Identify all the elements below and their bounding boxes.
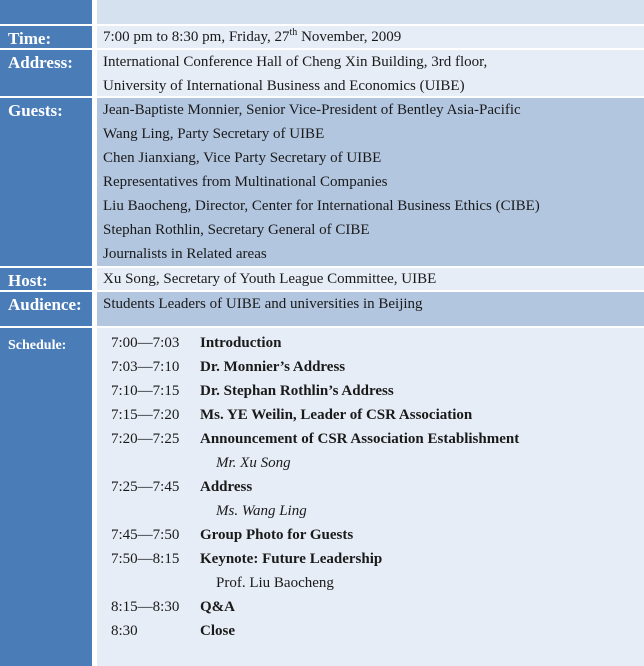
schedule-entry <box>103 619 644 643</box>
guest-line: Representatives from Multinational Companies <box>103 174 388 190</box>
time-value <box>97 26 644 48</box>
host-text: Xu Song, Secretary of Youth League Committee, UIBE <box>103 271 437 287</box>
audience-text: Students Leaders of UIBE and universities in Beijing <box>103 296 423 312</box>
guest-line: Journalists in Related areas <box>103 246 267 262</box>
schedule-row <box>0 328 644 666</box>
schedule-entry <box>103 427 644 451</box>
schedule-time: 7:03—7:10 <box>111 359 180 375</box>
address-value <box>97 50 644 96</box>
host-value <box>97 268 644 290</box>
schedule-value <box>97 328 644 666</box>
time-text: 7:00 pm to 8:30 pm, Friday, 27 <box>103 29 290 45</box>
schedule-label: Schedule: <box>0 328 92 666</box>
schedule-entry <box>103 595 644 619</box>
audience-row <box>0 292 644 326</box>
guest-line: Wang Ling, Party Secretary of UIBE <box>103 126 325 142</box>
schedule-speaker: Prof. Liu Baocheng <box>216 575 334 591</box>
guests-label: Guests: <box>0 98 92 266</box>
schedule-item: Dr. Stephan Rothlin’s Address <box>200 383 394 399</box>
schedule-time: 7:00—7:03 <box>111 335 180 351</box>
schedule-time: 7:20—7:25 <box>111 431 180 447</box>
schedule-entry <box>103 523 644 547</box>
schedule-entry <box>103 475 644 499</box>
schedule-time: 7:25—7:45 <box>111 479 180 495</box>
address-line: University of International Business and Economics (UIBE) <box>103 78 465 94</box>
time-text-end: November, 2009 <box>297 29 402 45</box>
schedule-entry <box>103 355 644 379</box>
time-label: Time: <box>0 26 92 48</box>
guest-line: Stephan Rothlin, Secretary General of CIBE <box>103 222 370 238</box>
address-row <box>0 50 644 96</box>
schedule-entry <box>103 331 644 355</box>
guest-line: Liu Baocheng, Director, Center for International Business Ethics (CIBE) <box>103 198 540 214</box>
schedule-time: 8:15—8:30 <box>111 599 180 615</box>
schedule-item: Q&A <box>200 599 235 615</box>
schedule-speaker: Ms. Wang Ling <box>216 503 307 519</box>
host-label: Host: <box>0 268 92 290</box>
schedule-item: Address <box>200 479 253 495</box>
schedule-item: Ms. YE Weilin, Leader of CSR Association <box>200 407 473 423</box>
audience-label: Audience: <box>0 292 92 326</box>
address-label: Address: <box>0 50 92 96</box>
header-strip <box>0 0 644 24</box>
header-label-cell <box>0 0 92 24</box>
schedule-item: Announcement of CSR Association Establishment <box>200 431 520 447</box>
schedule-item: Dr. Monnier’s Address <box>200 359 346 375</box>
guest-line: Chen Jianxiang, Vice Party Secretary of UIBE <box>103 150 382 166</box>
header-value-cell <box>97 0 644 24</box>
schedule-entry <box>103 379 644 403</box>
schedule-entry <box>103 547 644 571</box>
time-ordinal: th <box>289 27 298 38</box>
schedule-entry <box>103 403 644 427</box>
schedule-item: Close <box>200 623 235 639</box>
time-row <box>0 26 644 48</box>
guests-row <box>0 98 644 266</box>
schedule-time: 7:50—8:15 <box>111 551 180 567</box>
guests-value <box>97 98 644 266</box>
schedule-speaker: Mr. Xu Song <box>216 455 291 471</box>
schedule-time: 7:45—7:50 <box>111 527 180 543</box>
host-row <box>0 268 644 290</box>
schedule-item: Keynote: Future Leadership <box>200 551 383 567</box>
schedule-time: 7:10—7:15 <box>111 383 180 399</box>
guest-line: Jean-Baptiste Monnier, Senior Vice-President of Bentley Asia-Pacific <box>103 102 521 118</box>
schedule-item: Introduction <box>200 335 282 351</box>
schedule-item: Group Photo for Guests <box>200 527 354 543</box>
schedule-time: 8:30 <box>111 623 138 639</box>
audience-value <box>97 292 644 326</box>
address-line: International Conference Hall of Cheng Xin Building, 3rd floor, <box>103 54 488 70</box>
schedule-time: 7:15—7:20 <box>111 407 180 423</box>
